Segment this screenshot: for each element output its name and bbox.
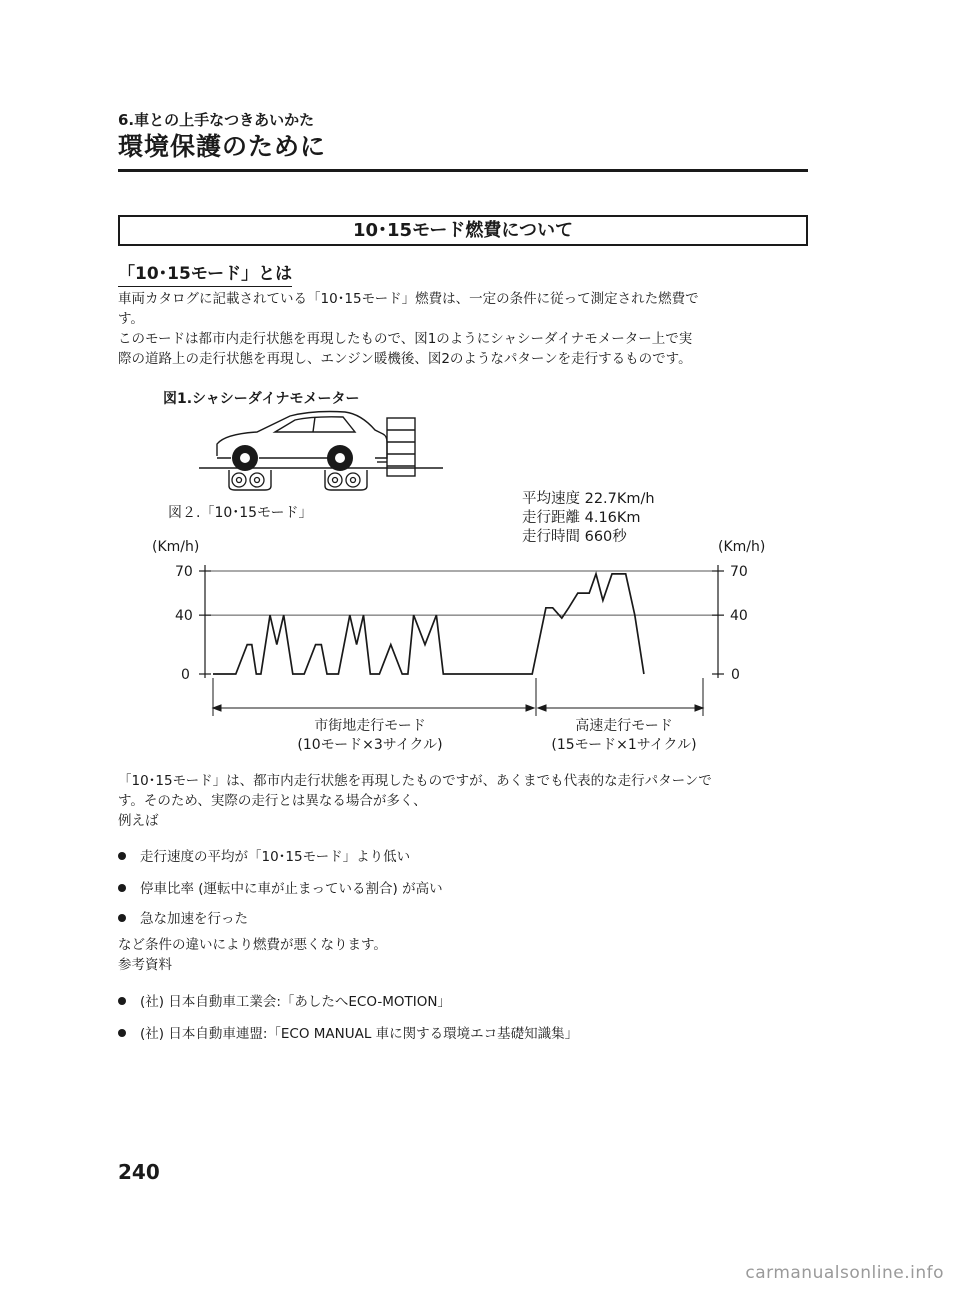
bullet-item: 急な加速を行った	[118, 907, 248, 927]
roller	[346, 473, 360, 487]
title-rule	[118, 169, 808, 172]
bullet-icon	[118, 914, 126, 922]
reference-item: (社) 日本自動車工業会:「あしたへECO-MOTION」	[118, 990, 451, 1010]
highway-mode-cycles: (15モード×1サイクル)	[551, 737, 697, 753]
speed-series-line	[213, 574, 644, 674]
watermark: carmanualsonline.info	[745, 1263, 944, 1283]
urban-mode-label: 市街地走行モード	[314, 718, 426, 734]
intro-line: 際の道路上の走行状態を再現し、エンジン暖機後、図2のようなパターンを走行するものです。	[118, 351, 692, 367]
y-axis-label-left: (Km/h)	[152, 539, 200, 555]
distance: 走行距離 4.16Km	[522, 510, 641, 526]
roller	[250, 473, 264, 487]
roller	[328, 473, 342, 487]
after-line: 例えば	[118, 813, 159, 829]
intro-line: す。	[118, 311, 144, 327]
bullet-icon	[118, 884, 126, 892]
intro-line: このモードは都市内走行状態を再現したもので、図1のようにシャシーダイナモメーター上で実	[118, 331, 693, 347]
tick-label-right-70: 70	[730, 564, 748, 580]
tick-label-right-40: 40	[730, 608, 748, 624]
bullet-icon	[118, 1029, 126, 1037]
duration: 走行時間 660秒	[522, 529, 627, 545]
bullet-icon	[118, 997, 126, 1005]
sub-heading: 「10･15モード」とは	[118, 259, 292, 287]
boxed-heading: 10･15モード燃費について	[118, 215, 808, 246]
after-paragraph	[118, 771, 818, 831]
chapter-title: 環境保護のために	[118, 132, 327, 161]
bullet-item: 停車比率 (運転中に車が止まっている割合) が高い	[118, 877, 443, 897]
urban-mode-cycles: (10モード×3サイクル)	[297, 737, 443, 753]
reference-item: (社) 日本自動車連盟:「ECO MANUAL 車に関する環境エコ基礎知識集」	[118, 1022, 578, 1042]
tick-label-left-40: 40	[175, 608, 193, 624]
segment-brackets	[213, 678, 703, 716]
tick-label-left-70: 70	[175, 564, 193, 580]
tick-label-right-0: 0	[731, 667, 740, 683]
y-axis-label-right: (Km/h)	[718, 539, 766, 555]
intro-paragraph	[118, 289, 818, 369]
tick-label-left-0: 0	[181, 667, 190, 683]
average-speed: 平均速度 22.7Km/h	[522, 491, 655, 507]
dynamometer-stand	[387, 418, 415, 476]
roller	[232, 473, 246, 487]
intro-line: 車両カタログに記載されている「10･15モード」燃費は、一定の条件に従って測定された燃費で	[118, 291, 699, 307]
after-line: 「10･15モード」は、都市内走行状態を再現したものですが、あくまでも代表的な走行パターンで	[118, 773, 712, 789]
bullet-item: 走行速度の平均が「10･15モード」より低い	[118, 845, 410, 865]
figure2-title: 図２.「10･15モード」	[168, 505, 313, 521]
after-line: す。そのため、実際の走行とは異なる場合が多く、	[118, 793, 427, 809]
figure1-title: 図1.シャシーダイナモメーター	[163, 391, 360, 407]
conclusion-line: など条件の違いにより燃費が悪くなります。	[118, 937, 387, 953]
driving-pattern-chart	[140, 530, 820, 760]
chassis-dynamometer-illustration	[195, 408, 445, 498]
section-label: 6.車との上手なつきあいかた	[118, 111, 315, 129]
page-number: 240	[118, 1160, 160, 1184]
highway-mode-label: 高速走行モード	[575, 718, 673, 734]
conclusion-paragraph	[118, 935, 818, 975]
references-heading: 参考資料	[118, 957, 172, 973]
grid	[205, 571, 718, 615]
bullet-icon	[118, 852, 126, 860]
